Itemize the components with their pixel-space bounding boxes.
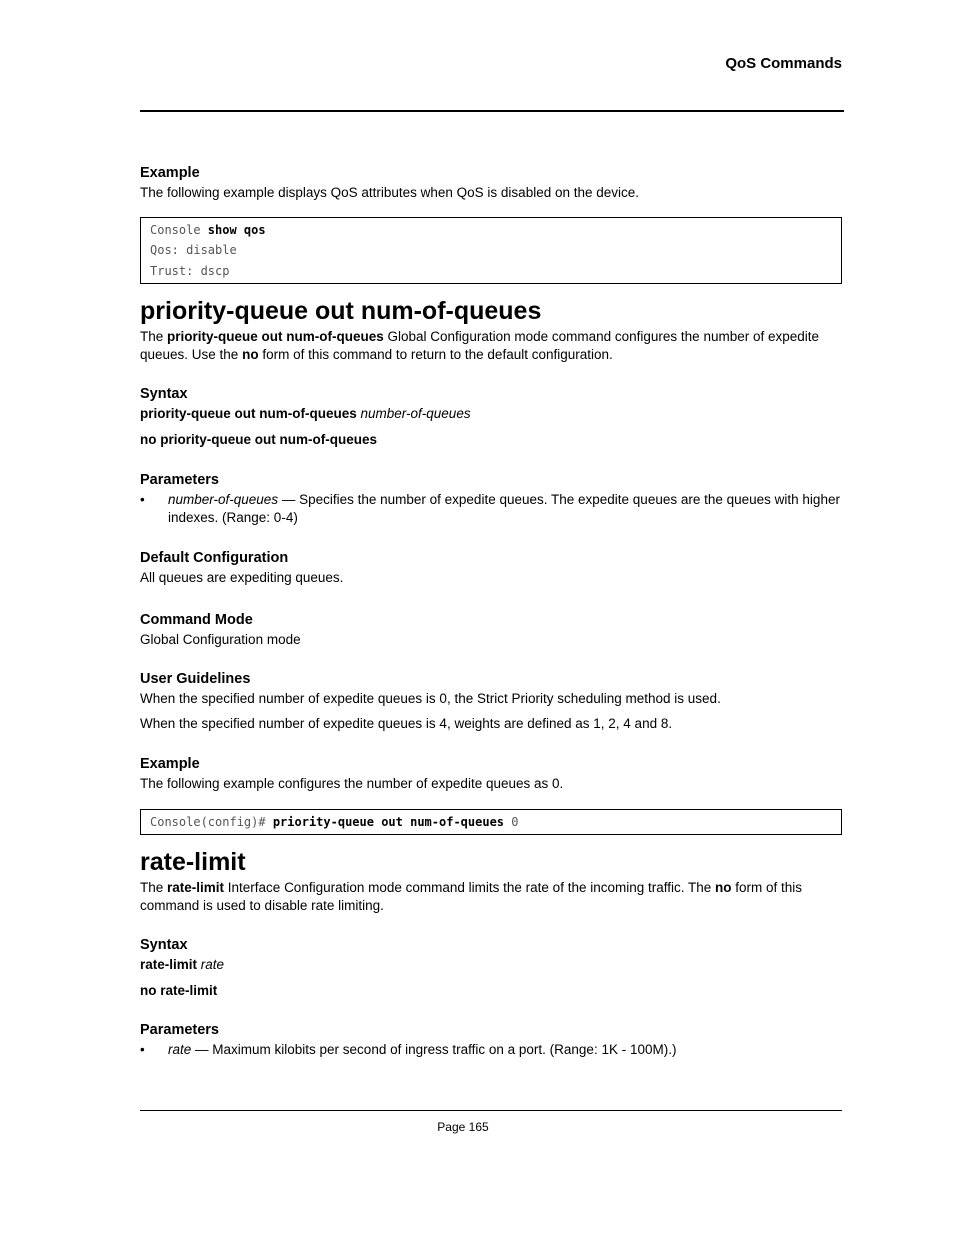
code-line: Qos: disable [150,243,237,257]
syntax-line-no: no priority-queue out num-of-queues [140,431,377,447]
command-description: The rate-limit Interface Configuration mode command limits the rate of the incoming traffic. The no form of this command is used to disable rate limiting. [140,880,803,913]
parameters-heading: Parameters [140,1022,219,1038]
example-text: The following example displays QoS attributes when QoS is disabled on the device. [140,185,640,200]
command-description: The priority-queue out num-of-queues Global Configuration mode command configures the number of expedite queues. Use the no form of this command to return to the default configuration. [140,329,820,362]
syntax-heading: Syntax [140,937,188,953]
code-line: Console show qos [150,222,266,237]
command-title-priority-queue: priority-queue out num-of-queues [140,297,542,325]
default-config-text: All queues are expediting queues. [140,570,344,585]
footer-rule [140,1110,842,1111]
header-title: QoS Commands [725,55,842,72]
command-title-rate-limit: rate-limit [140,848,246,876]
parameters-heading: Parameters [140,472,219,488]
command-mode-heading: Command Mode [140,611,253,628]
code-block-priority-queue [140,809,842,836]
command-mode-text: Global Configuration mode [140,631,301,647]
syntax-heading: Syntax [140,386,188,402]
bullet-icon: • [140,1042,145,1057]
default-config-heading: Default Configuration [140,550,289,566]
example-text: The following example configures the number of expedite queues as 0. [140,776,564,791]
bullet-icon: • [140,492,145,507]
code-block-show-qos [140,217,842,285]
user-guidelines-heading: User Guidelines [140,671,251,687]
parameter-item: • rate — Maximum kilobits per second of ingress traffic on a port. (Range: 1K - 100M).) [140,1042,677,1057]
example-heading: Example [140,756,200,772]
code-line: Console(config)# priority-queue out num-of-queues 0 [150,814,519,829]
header-rule [140,110,844,112]
syntax-line-no: no rate-limit [140,982,218,998]
guideline-text: When the specified number of expedite queues is 0, the Strict Priority scheduling method is used. [140,691,721,706]
page-number: Page 165 [437,1120,489,1134]
code-line: Trust: dscp [150,263,230,278]
example-heading: Example [140,165,200,181]
guideline-text: When the specified number of expedite queues is 4, weights are defined as 1, 2, 4 and 8. [140,715,673,731]
page-content [140,164,842,1059]
syntax-line: priority-queue out num-of-queues number-of-queues [140,406,471,421]
parameter-item: • number-of-queues — Specifies the number of expedite queues. The expedite queues are the queues with higher indexes. (Range: 0-4) [140,492,840,525]
syntax-line: rate-limit rate [140,957,225,972]
